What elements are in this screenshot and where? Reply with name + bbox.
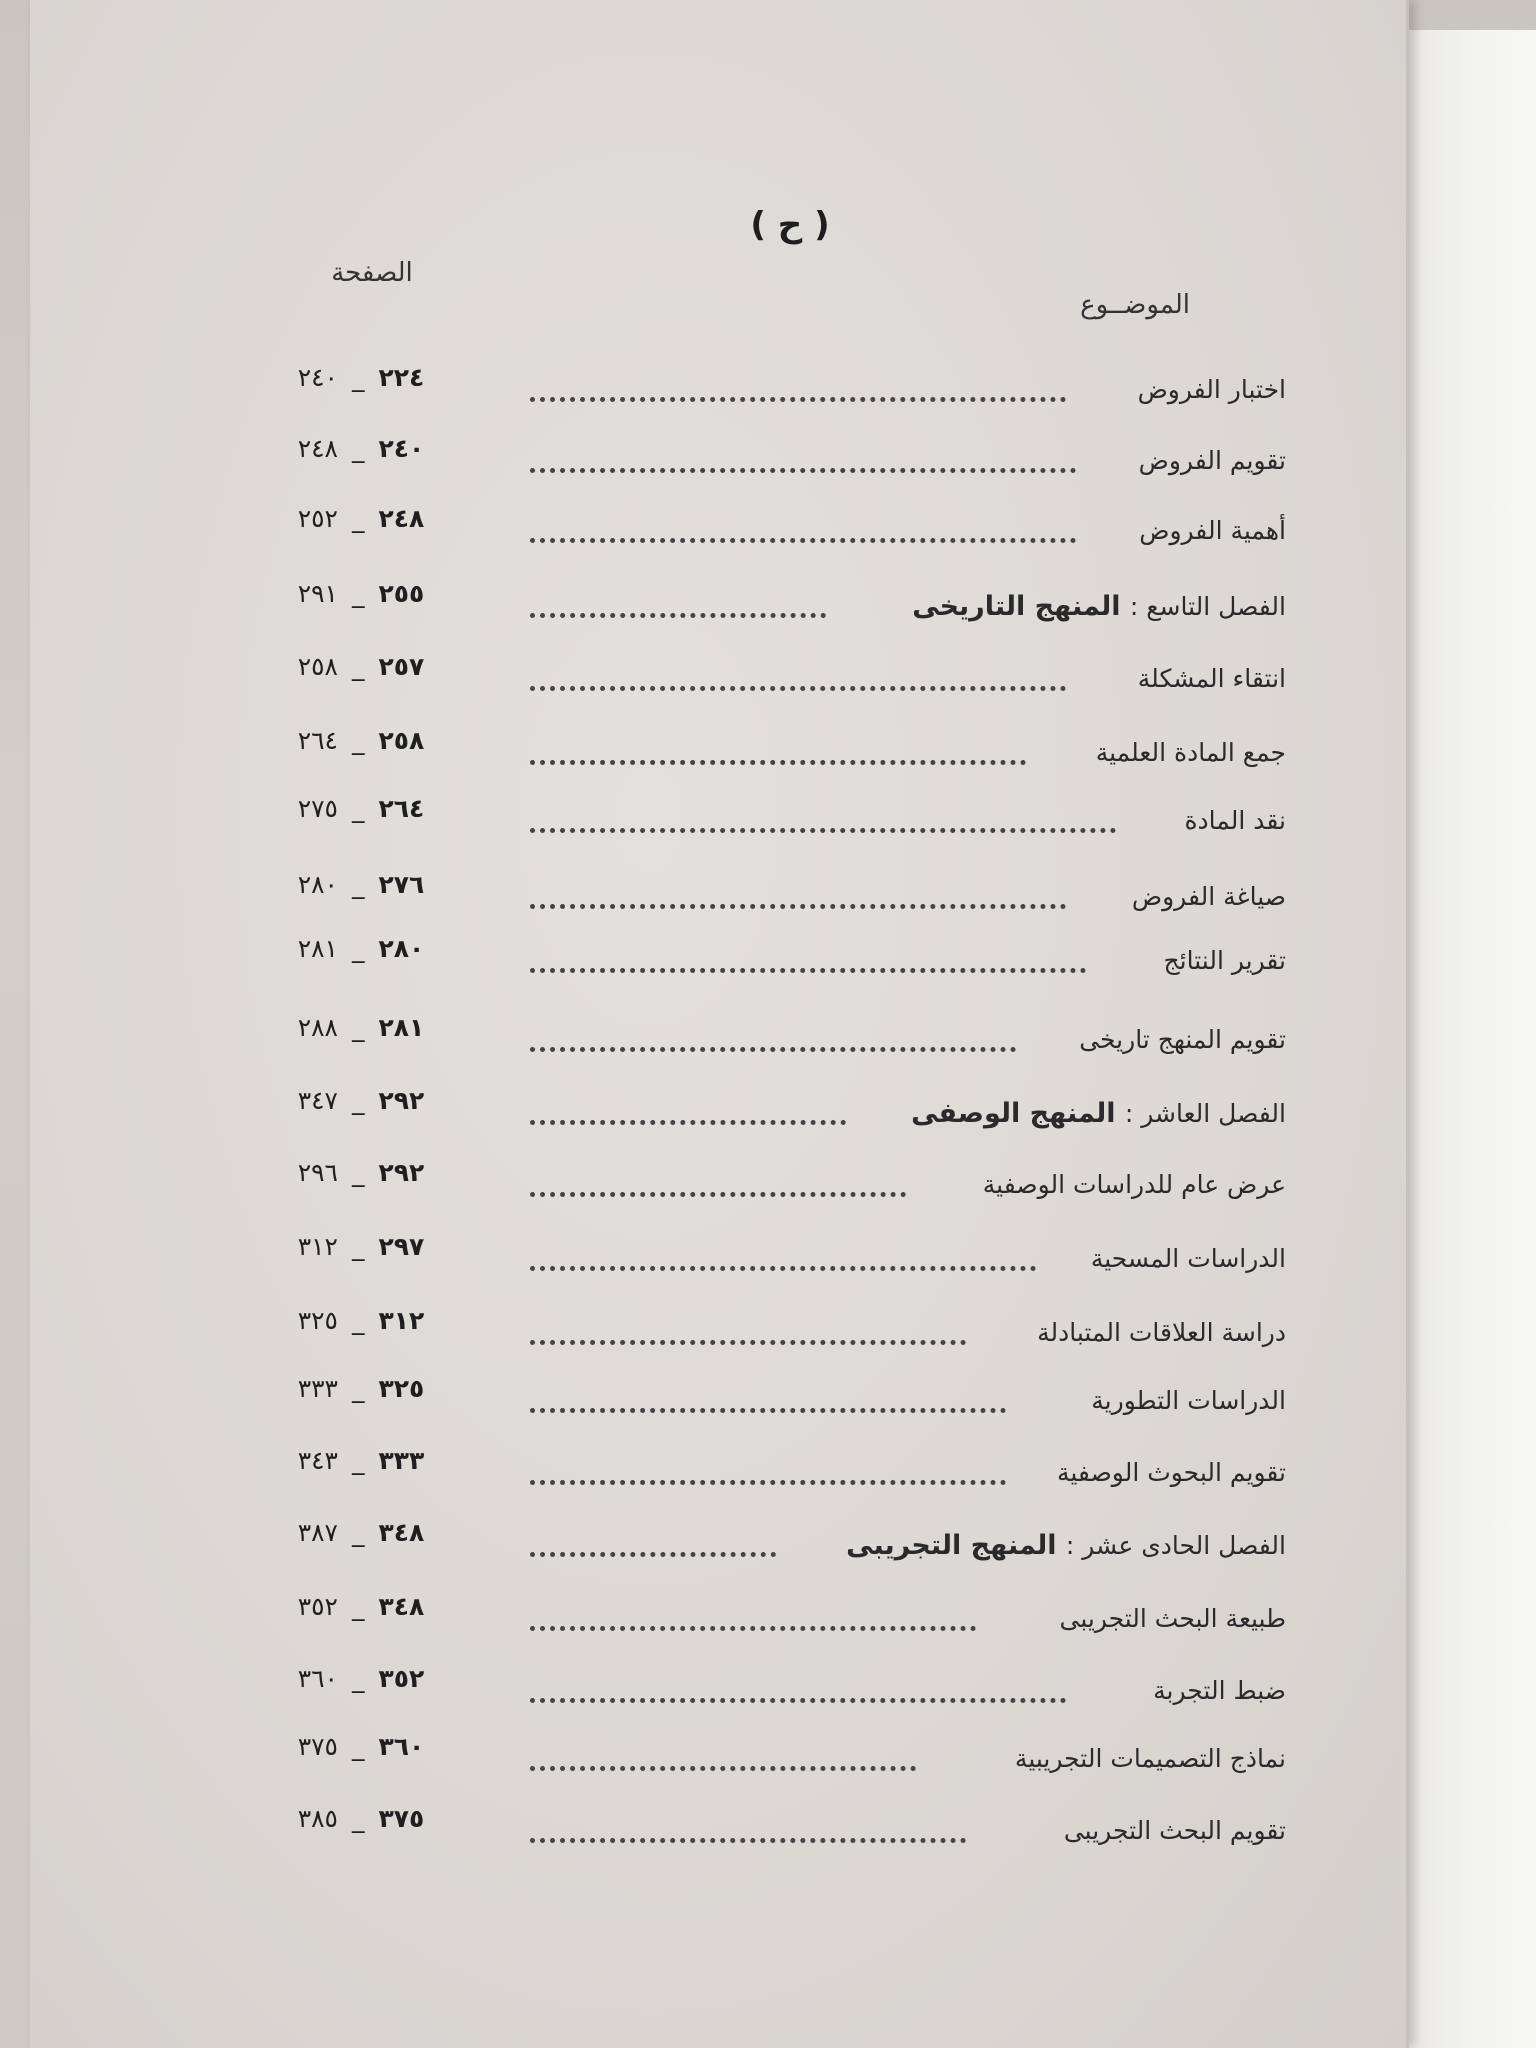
dot-leader: [530, 750, 1026, 765]
page-range: [246, 1086, 476, 1115]
page-range: [246, 726, 476, 755]
entry-label: جمع المادة العلمية: [1095, 738, 1286, 767]
toc-row: [30, 1013, 1406, 1065]
dot-leader: [530, 1256, 1036, 1271]
page-column-header: الصفحة: [331, 258, 413, 288]
dot-leader: [530, 1398, 1006, 1413]
entry-label: ضبط التجربة: [1153, 1676, 1286, 1705]
page-range: [246, 579, 476, 608]
entry-label: اختبار الفروض: [1137, 375, 1286, 404]
toc-row: [30, 504, 1406, 556]
page-range: [246, 1306, 476, 1335]
table-of-contents: [30, 0, 1406, 2048]
page-from: ٣٤٨: [378, 1592, 425, 1621]
range-separator: _: [352, 1592, 365, 1621]
page-range: [246, 652, 476, 681]
chapter-name: المنهج التجريبى: [846, 1530, 1066, 1561]
page-range: [246, 363, 476, 392]
page-range: [246, 434, 476, 463]
entry-label: نماذج التصميمات التجريبية: [1014, 1744, 1286, 1773]
page-to: ٣٤٣: [297, 1446, 338, 1475]
entry-label: الفصل العاشر :: [1124, 1099, 1286, 1128]
dot-leader: [530, 676, 1066, 691]
page-range: [246, 794, 476, 823]
page-from: ٢٩٢: [378, 1158, 425, 1187]
toc-row: [30, 870, 1406, 922]
page-to: ٢٤٨: [297, 434, 338, 463]
dot-leader: [530, 1470, 1006, 1485]
page-from: ٢٥٧: [378, 652, 425, 681]
entry-label: الدراسات التطورية: [1091, 1386, 1286, 1415]
entry-label: الدراسات المسحية: [1090, 1244, 1286, 1273]
toc-row: [30, 794, 1406, 846]
range-separator: _: [352, 1446, 365, 1475]
page-range: [246, 1158, 476, 1187]
page-to: ٢٥٨: [297, 652, 338, 681]
toc-row: [30, 1664, 1406, 1716]
range-separator: _: [352, 1013, 365, 1042]
entry-label: الفصل الحادى عشر :: [1065, 1531, 1286, 1560]
toc-row: [30, 1306, 1406, 1358]
range-separator: _: [352, 870, 365, 899]
page-range: [246, 870, 476, 899]
toc-row: [30, 934, 1406, 986]
page-to: ٢٨٨: [297, 1013, 338, 1042]
range-separator: _: [352, 363, 365, 392]
chapter-name: المنهج التاريخى: [912, 591, 1130, 622]
range-separator: _: [352, 1158, 365, 1187]
range-separator: _: [352, 934, 365, 963]
page-to: ٣٥٢: [297, 1592, 338, 1621]
page-from: ٢٩٧: [378, 1232, 425, 1261]
page-range: [246, 1446, 476, 1475]
entry-label: عرض عام للدراسات الوصفية: [982, 1170, 1286, 1199]
page-range: [246, 1664, 476, 1693]
page-to: ٢٥٢: [297, 504, 338, 533]
dot-leader: [530, 1542, 776, 1557]
range-separator: _: [352, 726, 365, 755]
toc-row: [30, 1232, 1406, 1284]
page-from: ٢٥٨: [378, 726, 425, 755]
page-from: ٣٣٣: [378, 1446, 425, 1475]
page-range: [246, 1804, 476, 1833]
range-separator: _: [352, 794, 365, 823]
page-from: ٢٨١: [378, 1013, 425, 1042]
page-to: ٢٨٠: [297, 870, 338, 899]
page-from: ٣٥٢: [378, 1664, 425, 1693]
toc-row: [30, 726, 1406, 778]
page-from: ٣٦٠: [378, 1732, 425, 1761]
entry-label: صياغة الفروض: [1131, 882, 1286, 911]
range-separator: _: [352, 1664, 365, 1693]
toc-row: [30, 652, 1406, 704]
dot-leader: [530, 894, 1066, 909]
range-separator: _: [352, 504, 365, 533]
page-from: ٢٨٠: [378, 934, 425, 963]
toc-row: [30, 1374, 1406, 1426]
dot-leader: [530, 1616, 976, 1631]
dot-leader: [530, 1756, 916, 1771]
book-page: [30, 0, 1409, 2048]
dot-leader: [530, 818, 1116, 833]
dot-leader: [530, 1330, 966, 1345]
dot-leader: [530, 458, 1076, 473]
dot-leader: [530, 528, 1076, 543]
entry-label: طبيعة البحث التجريبى: [1059, 1604, 1286, 1633]
page-to: ٢٧٥: [297, 794, 338, 823]
dot-leader: [530, 603, 826, 618]
page-to: ٢٩٦: [297, 1158, 338, 1187]
page-from: ٢٦٤: [378, 794, 425, 823]
page-from: ٢٢٤: [378, 363, 425, 392]
dot-leader: [530, 1110, 846, 1125]
page-to: ٢٤٠: [297, 363, 338, 392]
range-separator: _: [352, 1374, 365, 1403]
page-to: ٣٨٧: [297, 1518, 338, 1547]
entry-label: انتقاء المشكلة: [1137, 664, 1286, 693]
adjacent-page-edge: [1396, 30, 1536, 2048]
entry-label: تقويم البحث التجريبى: [1063, 1816, 1286, 1845]
dot-leader: [530, 1182, 906, 1197]
page-range: [246, 1518, 476, 1547]
page-from: ٣٤٨: [378, 1518, 425, 1547]
page-from: ٣٧٥: [378, 1804, 425, 1833]
page-range: [246, 1374, 476, 1403]
toc-row: [30, 1804, 1406, 1856]
page-range: [246, 504, 476, 533]
page-range: [246, 1592, 476, 1621]
page-to: ٣١٢: [297, 1232, 338, 1261]
page-from: ٢٩٢: [378, 1086, 425, 1115]
range-separator: _: [352, 434, 365, 463]
range-separator: _: [352, 1232, 365, 1261]
toc-row: [30, 434, 1406, 486]
entry-label: نقد المادة: [1184, 806, 1286, 835]
toc-row: [30, 1158, 1406, 1210]
range-separator: _: [352, 1518, 365, 1547]
dot-leader: [530, 1037, 1016, 1052]
page-marker: ( ح ): [750, 205, 830, 245]
entry-label: تقويم الفروض: [1138, 446, 1286, 475]
entry-label: الفصل التاسع :: [1129, 592, 1286, 621]
entry-label: تقويم المنهج تاريخى: [1079, 1025, 1286, 1054]
page-range: [246, 1232, 476, 1261]
page-to: ٢٦٤: [297, 726, 338, 755]
entry-label: تقويم البحوث الوصفية: [1056, 1458, 1286, 1487]
toc-row: [30, 1592, 1406, 1644]
toc-row: [30, 1446, 1406, 1498]
entry-label: تقرير النتائج: [1163, 946, 1286, 975]
toc-chapter-row: [30, 579, 1406, 631]
toc-row: [30, 363, 1406, 415]
entry-label: أهمية الفروض: [1139, 516, 1286, 545]
page-from: ٣١٢: [378, 1306, 425, 1335]
dot-leader: [530, 387, 1066, 402]
page-range: [246, 1013, 476, 1042]
dot-leader: [530, 1828, 966, 1843]
page-to: ٣٤٧: [297, 1086, 338, 1115]
entry-label: دراسة العلاقات المتبادلة: [1037, 1318, 1286, 1347]
page-range: [246, 934, 476, 963]
range-separator: _: [352, 1086, 365, 1115]
page-from: ٢٤٠: [378, 434, 425, 463]
toc-chapter-row: [30, 1518, 1406, 1570]
page-from: ٢٤٨: [378, 504, 425, 533]
page-to: ٢٨١: [297, 934, 338, 963]
chapter-name: المنهج الوصفى: [911, 1098, 1125, 1129]
page-to: ٢٩١: [297, 579, 338, 608]
page-to: ٣٨٥: [297, 1804, 338, 1833]
page-from: ٢٥٥: [378, 579, 425, 608]
range-separator: _: [352, 1732, 365, 1761]
toc-chapter-row: [30, 1086, 1406, 1138]
page-from: ٣٢٥: [378, 1374, 425, 1403]
page-to: ٣٣٣: [297, 1374, 338, 1403]
page-to: ٣٦٠: [297, 1664, 338, 1693]
page-range: [246, 1732, 476, 1761]
page-to: ٣٧٥: [297, 1732, 338, 1761]
range-separator: _: [352, 1306, 365, 1335]
dot-leader: [530, 1688, 1066, 1703]
range-separator: _: [352, 1804, 365, 1833]
range-separator: _: [352, 652, 365, 681]
dot-leader: [530, 958, 1086, 973]
range-separator: _: [352, 579, 365, 608]
toc-entry-title: [726, 1530, 1286, 1561]
page-from: ٢٧٦: [378, 870, 425, 899]
page-to: ٣٢٥: [297, 1306, 338, 1335]
toc-row: [30, 1732, 1406, 1784]
topic-column-header: الموضــوع: [1080, 290, 1190, 320]
